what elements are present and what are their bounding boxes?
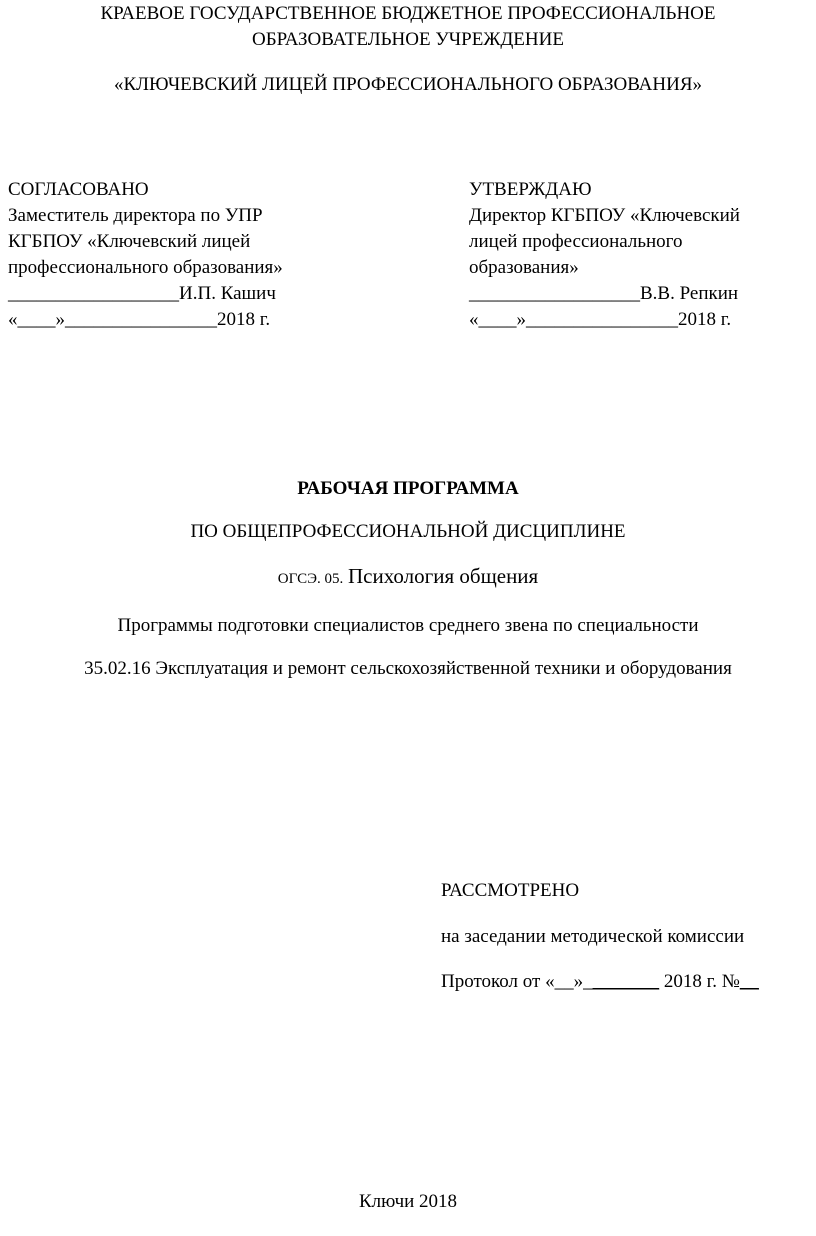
program-description-line1: Программы подготовки специалистов среднего звена по специальности bbox=[117, 615, 699, 636]
approval-confirm-heading: УТВЕРЖДАЮ bbox=[469, 179, 592, 200]
approval-confirm-org-line1: лицей профессионального bbox=[469, 231, 683, 252]
program-subtitle: ПО ОБЩЕПРОФЕССИОНАЛЬНОЙ ДИСЦИПЛИНЕ bbox=[190, 521, 626, 542]
approval-confirm-date: «____»________________2018 г. bbox=[469, 309, 732, 330]
approval-agreed-org-line1: КГБПОУ «Ключевский лицей bbox=[8, 231, 251, 252]
program-title: РАБОЧАЯ ПРОГРАММА bbox=[297, 478, 519, 499]
discipline-code: ОГСЭ. 05. bbox=[277, 571, 344, 587]
approval-agreed-date: «____»________________2018 г. bbox=[8, 309, 271, 330]
approval-agreed-org-line2: профессионального образования» bbox=[8, 257, 283, 278]
approval-confirm-signature: __________________В.В. Репкин bbox=[469, 283, 739, 304]
approval-agreed-position: Заместитель директора по УПР bbox=[8, 205, 263, 226]
approval-confirm-position: Директор КГБПОУ «Ключевский bbox=[469, 205, 740, 226]
program-specialty: 35.02.16 Эксплуатация и ремонт сельскохозяйственной техники и оборудования bbox=[84, 658, 732, 679]
approval-confirm-org-line2: образования» bbox=[469, 257, 579, 278]
protocol-prefix: Протокол от «__»_ bbox=[441, 971, 593, 992]
discipline-line bbox=[0, 564, 816, 591]
discipline-name: Психология общения bbox=[348, 564, 539, 588]
institution-name-line1: КРАЕВОЕ ГОСУДАРСТВЕННОЕ БЮДЖЕТНОЕ ПРОФЕССИОНАЛЬНОЕ bbox=[100, 3, 716, 24]
protocol-date-blank: _______ bbox=[592, 971, 660, 992]
approval-agreed-block bbox=[8, 177, 283, 333]
protocol-year: 2018 г. № bbox=[659, 971, 740, 992]
approval-agreed-signature: __________________И.П. Кашич bbox=[8, 283, 276, 304]
institution-full-name: «КЛЮЧЕВСКИЙ ЛИЦЕЙ ПРОФЕССИОНАЛЬНОГО ОБРАЗОВАНИЯ» bbox=[113, 74, 703, 95]
institution-name-line2: ОБРАЗОВАТЕЛЬНОЕ УЧРЕЖДЕНИЕ bbox=[252, 29, 564, 50]
approval-confirm-block bbox=[469, 177, 740, 333]
review-heading: РАССМОТРЕНО bbox=[441, 880, 580, 901]
footer-place-year: Ключи 2018 bbox=[358, 1191, 458, 1212]
review-protocol bbox=[441, 970, 759, 994]
review-commission: на заседании методической комиссии bbox=[441, 926, 745, 947]
protocol-number-blank: __ bbox=[739, 971, 759, 992]
approval-agreed-heading: СОГЛАСОВАНО bbox=[8, 179, 149, 200]
